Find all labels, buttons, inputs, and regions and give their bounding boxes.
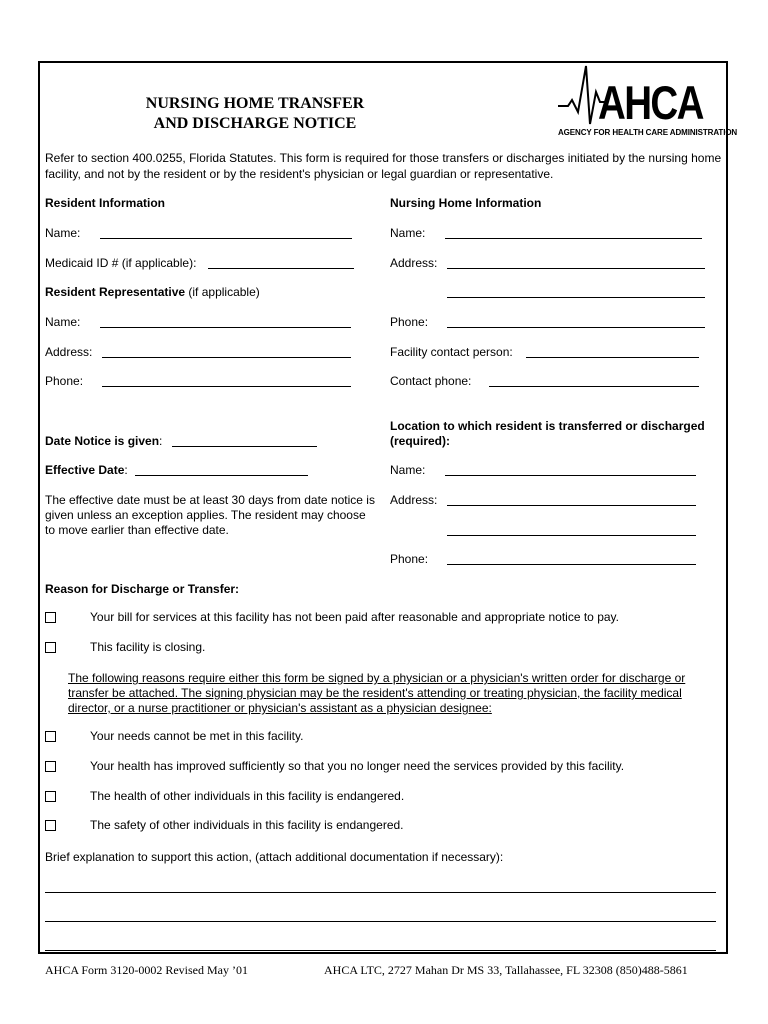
nursing-home-name-field[interactable] — [445, 238, 702, 239]
nursing-home-name-label: Name: — [390, 226, 426, 240]
reason-safety-endangered-checkbox[interactable] — [45, 820, 56, 831]
explanation-line-1[interactable] — [45, 892, 716, 893]
title-line-2: AND DISCHARGE NOTICE — [153, 115, 357, 132]
location-heading: Location to which resident is transferred or discharged (required): — [390, 419, 705, 448]
reason-needs-label: Your needs cannot be met in this facility. — [90, 729, 304, 743]
contact-phone-label: Contact phone: — [390, 374, 472, 388]
nursing-home-phone-label: Phone: — [390, 315, 429, 329]
representative-phone-field[interactable] — [102, 386, 351, 387]
reason-bill-checkbox[interactable] — [45, 612, 56, 623]
title-line-1: NURSING HOME TRANSFER — [145, 95, 365, 112]
location-address-label: Address: — [390, 493, 438, 507]
resident-name-label: Name: — [45, 226, 81, 240]
date-notice-row: Date Notice is given: — [45, 434, 163, 448]
explanation-line-3[interactable] — [45, 950, 716, 951]
logo-text: AHCA — [598, 76, 703, 129]
resident-info-heading: Resident Information — [45, 196, 166, 210]
reason-health-endangered-label: The health of other individuals in this facility is endangered. — [90, 789, 405, 803]
location-address-field-2[interactable] — [447, 535, 696, 536]
nursing-home-phone-field[interactable] — [447, 327, 705, 328]
logo-subtitle: AGENCY FOR HEALTH CARE ADMINISTRATION — [558, 128, 738, 137]
nursing-home-address-field[interactable] — [447, 268, 705, 269]
location-phone-field[interactable] — [447, 564, 696, 565]
reason-safety-endangered-label: The safety of other individuals in this facility is endangered. — [90, 818, 404, 832]
representative-name-label: Name: — [45, 315, 81, 329]
form-title — [110, 94, 400, 134]
contact-phone-field[interactable] — [489, 386, 699, 387]
reason-bill-label: Your bill for services at this facility has not been paid after reasonable and appropriate notice to pay. — [90, 610, 619, 624]
representative-heading-note: (if applicable) — [185, 285, 260, 299]
explanation-label: Brief explanation to support this action, (attach additional documentation if necessary): — [45, 850, 504, 864]
resident-name-field[interactable] — [100, 238, 352, 239]
reason-closing-label: This facility is closing. — [90, 640, 206, 654]
reason-health-endangered-checkbox[interactable] — [45, 791, 56, 802]
effective-date-note: The effective date must be at least 30 days from date notice is given unless an exception applies. The resident may choose to move earlier than effective date. — [45, 493, 375, 537]
explanation-line-2[interactable] — [45, 921, 716, 922]
effective-date-label: Effective Date — [45, 463, 125, 477]
ahca-logo — [556, 62, 738, 142]
location-address-field[interactable] — [447, 505, 696, 506]
nursing-home-address-label: Address: — [390, 256, 438, 270]
reason-closing-checkbox[interactable] — [45, 642, 56, 653]
representative-phone-label: Phone: — [45, 374, 84, 388]
effective-date-row: Effective Date: — [45, 463, 128, 477]
medicaid-id-label: Medicaid ID # (if applicable): — [45, 256, 197, 270]
reason-heading: Reason for Discharge or Transfer: — [45, 582, 240, 596]
medicaid-id-field[interactable] — [208, 268, 354, 269]
reason-needs-checkbox[interactable] — [45, 731, 56, 742]
representative-heading-text: Resident Representative — [45, 285, 186, 299]
location-phone-label: Phone: — [390, 552, 429, 566]
representative-address-label: Address: — [45, 345, 93, 359]
nursing-home-heading: Nursing Home Information — [390, 196, 542, 210]
date-notice-label: Date Notice is given — [45, 434, 160, 448]
reason-health-improved-label: Your health has improved sufficiently so that you no longer need the services provided by this facility. — [90, 759, 625, 773]
facility-contact-label: Facility contact person: — [390, 345, 513, 359]
location-name-field[interactable] — [445, 475, 696, 476]
facility-contact-field[interactable] — [526, 357, 699, 358]
footer-form-number: AHCA Form 3120-0002 Revised May ’01 — [45, 963, 248, 977]
physician-requirement-note: The following reasons require either this form be signed by a physician or a physician's written order for discharge or transfer be attached. The signing physician may be the resident's attending or treating physician, the facility medical director, or a nurse practitioner or physician's assistant as a physician designee: — [68, 671, 686, 715]
location-name-label: Name: — [390, 463, 426, 477]
effective-date-field[interactable] — [135, 475, 308, 476]
representative-heading — [45, 285, 260, 300]
intro-text: Refer to section 400.0255, Florida Statutes. This form is required for those transfers or discharges initiated by the nursing home facility, and not by the resident or by the resident's physician or legal guardian or representative. — [45, 151, 722, 181]
representative-name-field[interactable] — [100, 327, 351, 328]
footer-address: AHCA LTC, 2727 Mahan Dr MS 33, Tallahassee, FL 32308 (850)488-5861 — [324, 963, 688, 977]
reason-health-improved-checkbox[interactable] — [45, 761, 56, 772]
representative-address-field[interactable] — [102, 357, 351, 358]
nursing-home-address-field-2[interactable] — [447, 297, 705, 298]
date-notice-field[interactable] — [172, 446, 317, 447]
